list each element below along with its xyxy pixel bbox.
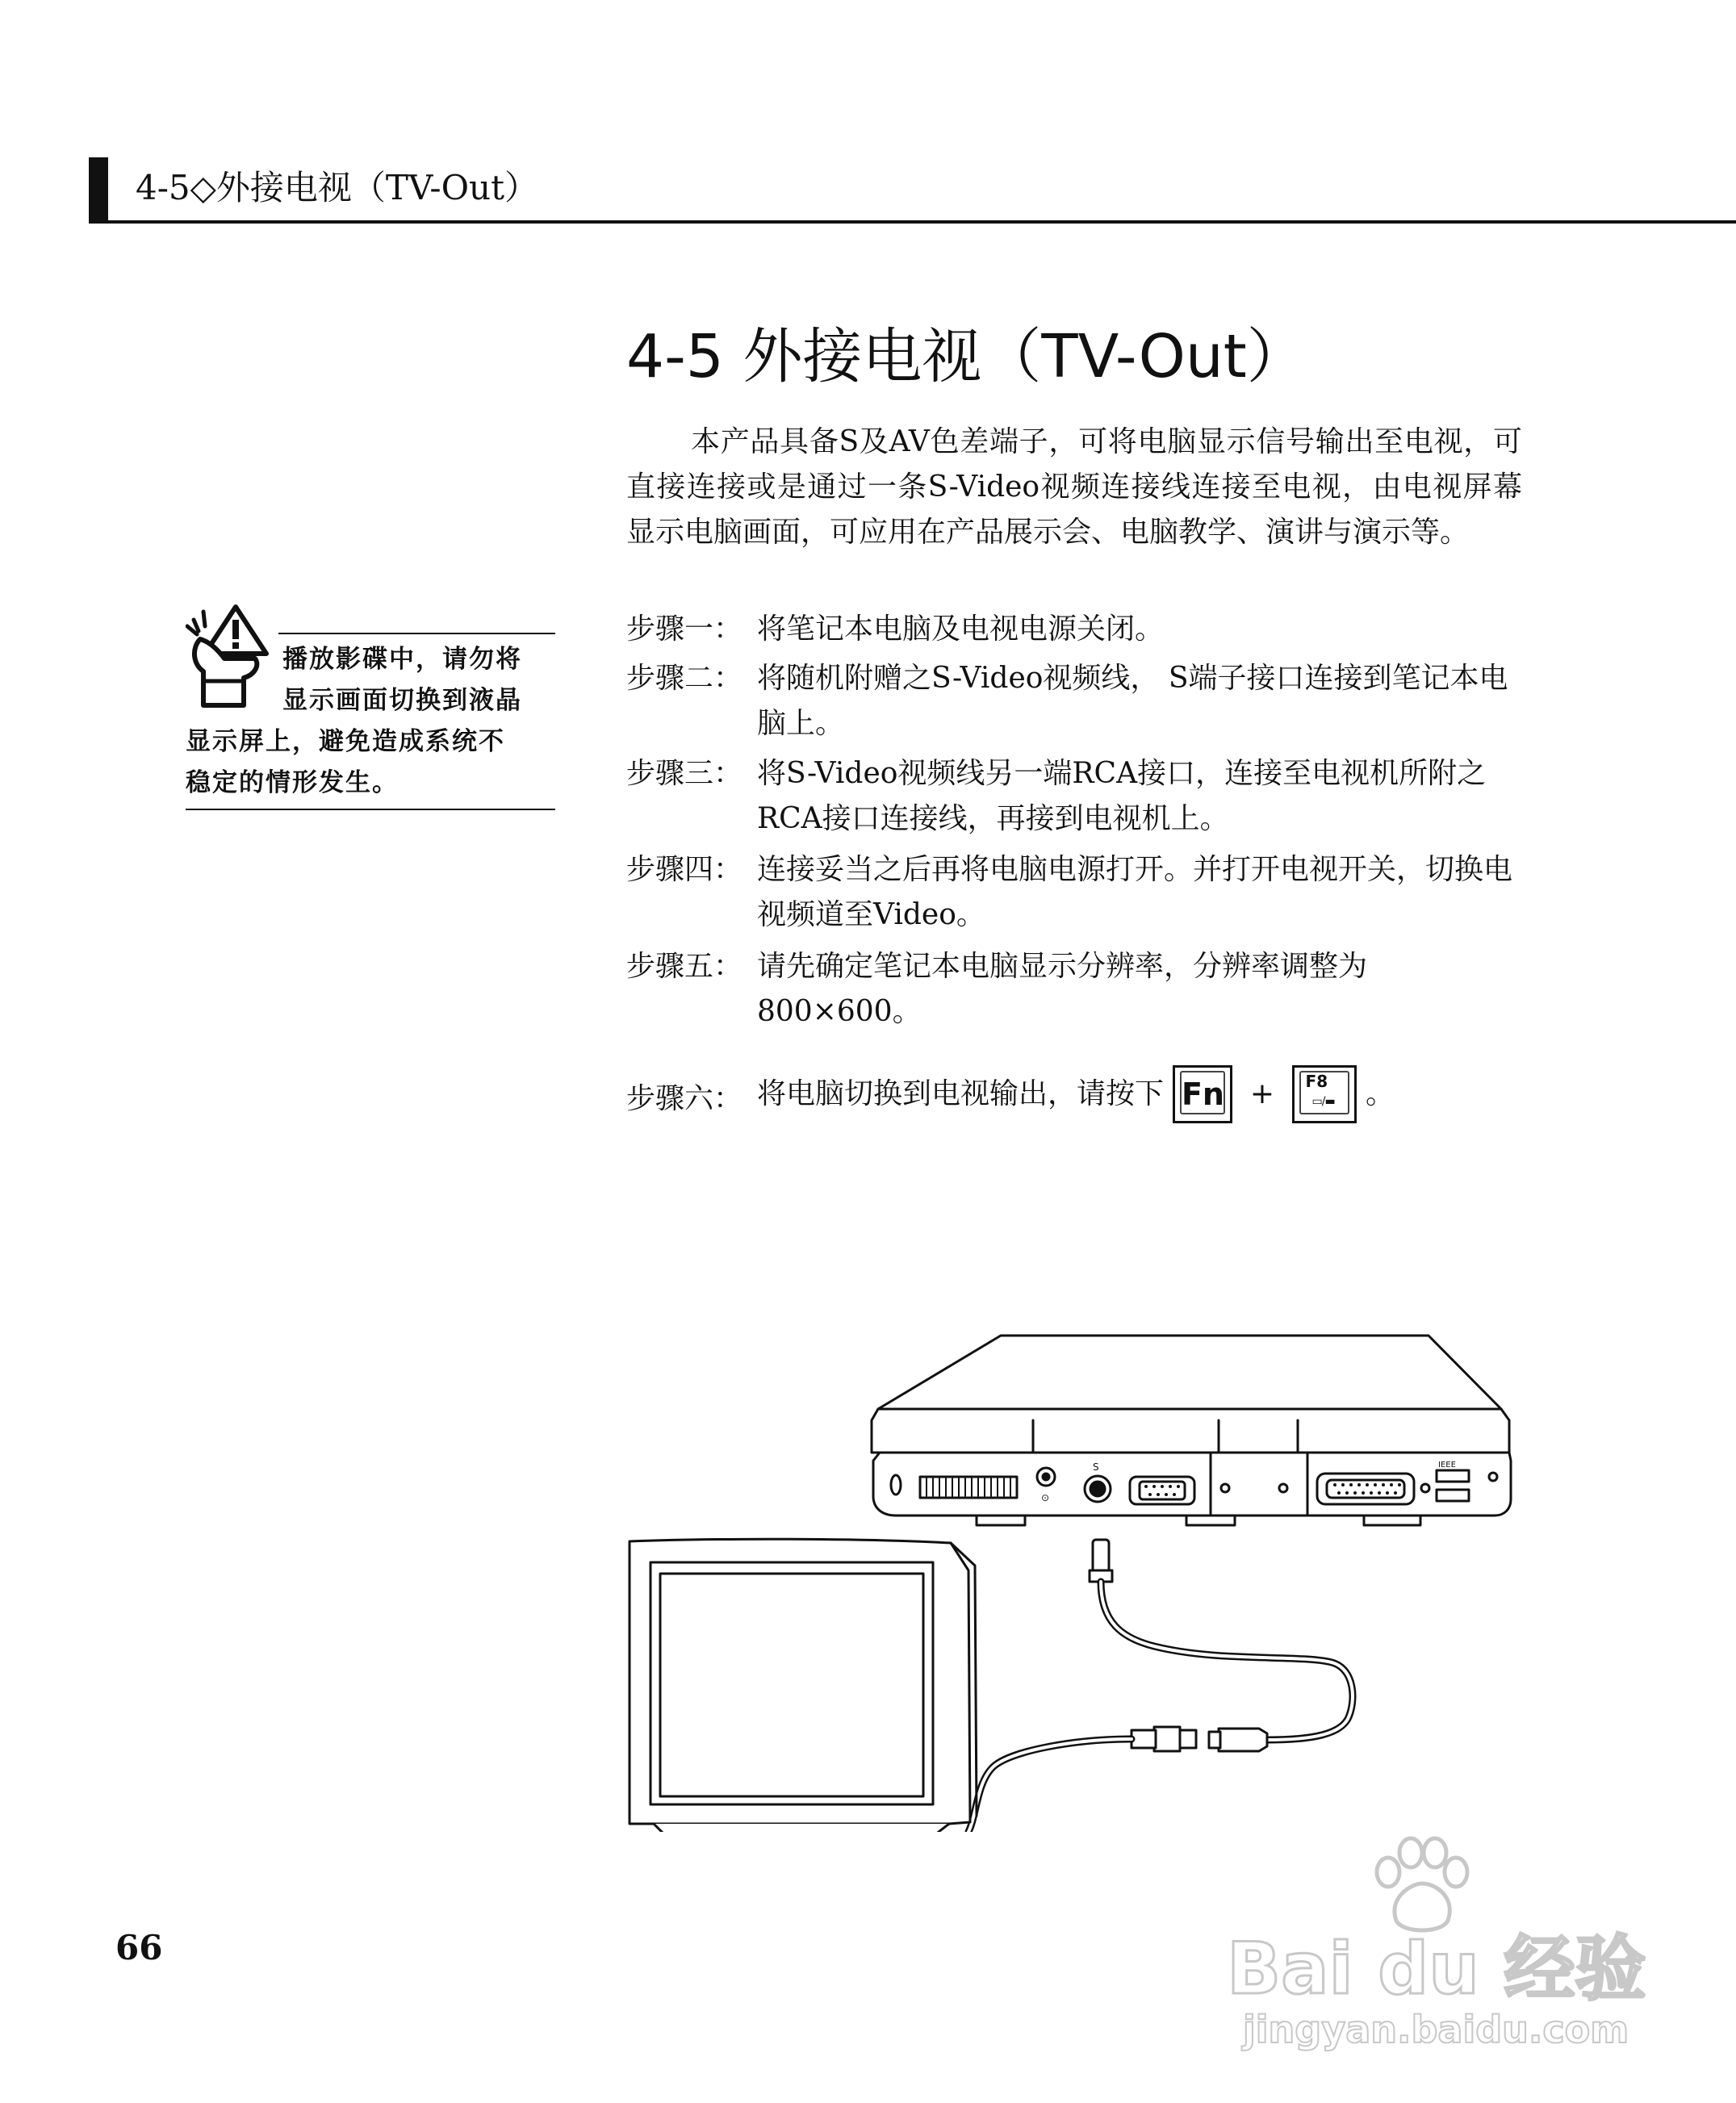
watermark-brand: Bai du 经验 <box>1227 1927 1646 2010</box>
step-5 <box>626 944 1522 1035</box>
step-end-punct: 。 <box>1366 1077 1395 1110</box>
running-header <box>89 157 1736 222</box>
tv-out-port-label: ⊙ <box>1041 1492 1050 1503</box>
step-4 <box>626 847 1522 938</box>
header-rule <box>89 220 1736 224</box>
note-line: 显示屏上，避免造成系统不 <box>186 727 505 756</box>
note-line: 播放影碟中，请勿将 <box>282 645 522 674</box>
note-rule-top <box>278 633 555 634</box>
margin-note <box>186 604 555 812</box>
display-toggle-icon: ▭/▬ <box>1311 1095 1335 1108</box>
fn-key-label: Fn <box>1181 1077 1224 1112</box>
baidu-jingyan-watermark <box>1227 1832 1646 2051</box>
page-number: 66 <box>115 1928 163 1967</box>
paw-logo-icon <box>1364 1832 1477 1937</box>
step-label: 步骤五： <box>626 950 743 983</box>
svideo-port-label: S <box>1093 1461 1099 1473</box>
rca-cable <box>968 1727 1196 1832</box>
watermark-url: jingyan.baidu.com <box>1243 2008 1629 2051</box>
svideo-cable <box>1090 1540 1353 1751</box>
header-bar <box>89 157 108 222</box>
note-text <box>186 639 555 804</box>
step-label: 步骤三： <box>626 757 743 790</box>
tv-drawing <box>630 1539 977 1832</box>
step-text: 将电脑切换到电视输出，请按下 <box>757 1077 1165 1110</box>
note-rule-bottom <box>186 809 555 810</box>
intro-paragraph: 本产品具备S及AV色差端子，可将电脑显示信号输出至电视，可直接连接或是通过一条S-Video视频连接线连接至电视，由电视屏幕显示电脑画面，可应用在产品展示会、电脑教学、演讲与演示等。 <box>626 425 1522 549</box>
step-text-line <box>757 1065 1522 1123</box>
step-1 <box>626 607 1522 652</box>
note-line: 稳定的情形发生。 <box>186 768 399 797</box>
plus-sign: + <box>1249 1077 1275 1110</box>
fn-key-icon <box>1173 1065 1232 1123</box>
ieee-port-label: IEEE <box>1438 1461 1456 1470</box>
step-text: 请先确定笔记本电脑显示分辨率，分辨率调整为800×600。 <box>757 950 1368 1028</box>
step-label: 步骤四： <box>626 853 743 886</box>
laptop-rear-drawing <box>872 1336 1511 1525</box>
laptop-tv-connection-illustration <box>621 1332 1525 1832</box>
step-text: 将笔记本电脑及电视电源关闭。 <box>757 613 1165 646</box>
step-6 <box>626 1065 1522 1123</box>
header-text: 4-5◇外接电视（TV-Out） <box>136 168 538 207</box>
f8-key-label: F8 <box>1305 1072 1328 1091</box>
step-label: 步骤二： <box>626 662 743 695</box>
step-2 <box>626 656 1522 746</box>
note-line: 显示画面切换到液晶 <box>282 686 522 715</box>
step-label: 步骤一： <box>626 613 743 646</box>
f8-key-icon <box>1292 1065 1357 1123</box>
step-text: 将S-Video视频线另一端RCA接口，连接至电视机所附之RCA接口连接线，再接到电视机上。 <box>757 757 1487 835</box>
step-label: 步骤六： <box>626 1082 743 1115</box>
step-text: 将随机附赠之S-Video视频线， S端子接口连接到笔记本电脑上。 <box>757 662 1508 740</box>
section-title: 4-5 外接电视（TV-Out） <box>626 322 1307 391</box>
step-text: 连接妥当之后再将电脑电源打开。并打开电视开关，切换电视频道至Video。 <box>757 853 1513 931</box>
step-3 <box>626 751 1522 842</box>
